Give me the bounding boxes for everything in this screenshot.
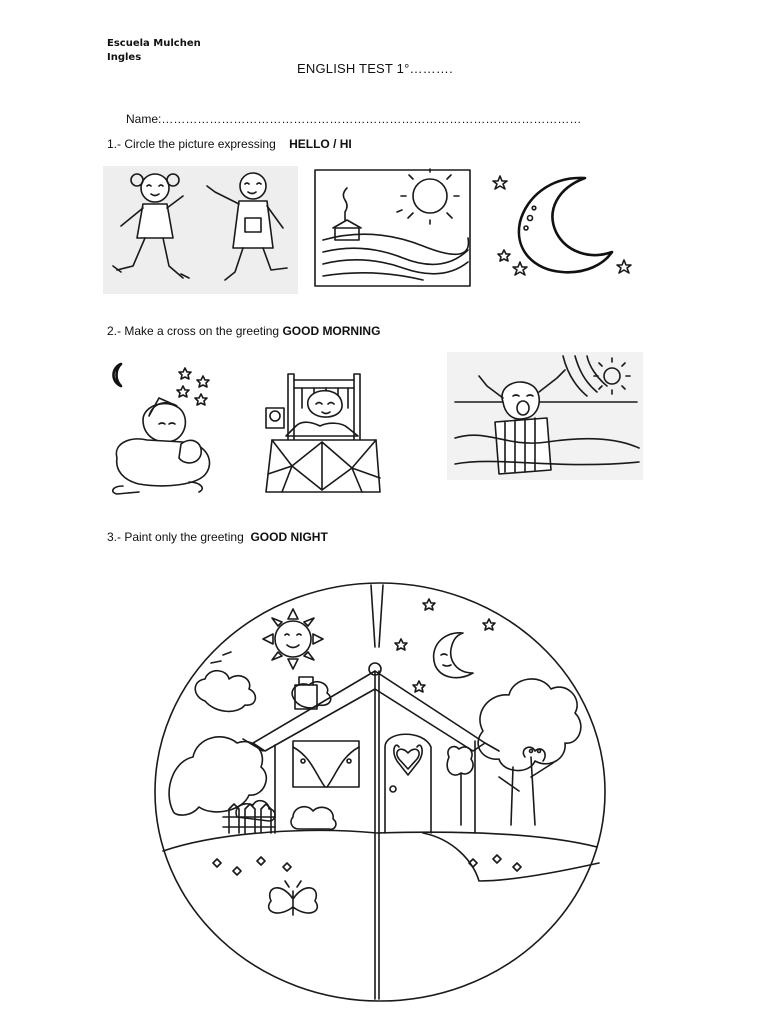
question-3 (107, 530, 328, 544)
question-1 (107, 137, 352, 151)
school-name (107, 37, 201, 65)
question-2-highlight: GOOD MORNING (282, 324, 381, 338)
question-3-text: 3.- Paint only the greeting (107, 530, 244, 544)
day-night-house-icon[interactable] (153, 581, 607, 1003)
question-2 (107, 324, 380, 338)
test-title: ENGLISH TEST 1°………. (297, 61, 453, 76)
name-field[interactable]: Name:…………………………………………………………………………………………… (126, 112, 582, 126)
child-in-bed-icon[interactable] (262, 370, 384, 496)
bear-sleeping-icon[interactable] (103, 358, 225, 498)
question-1-text: 1.- Circle the picture expressing (107, 137, 276, 151)
question-2-text: 2.- Make a cross on the greeting (107, 324, 280, 338)
moon-and-stars-icon[interactable] (490, 172, 640, 282)
school-line-1: Escuela Mulchen (107, 38, 201, 49)
school-line-2: Ingles (107, 52, 142, 63)
children-waving-icon[interactable] (103, 166, 298, 294)
question-1-highlight: HELLO / HI (289, 137, 352, 151)
sunrise-landscape-icon[interactable] (313, 168, 472, 288)
question-3-highlight: GOOD NIGHT (250, 530, 328, 544)
child-waking-up-icon[interactable] (447, 352, 643, 480)
